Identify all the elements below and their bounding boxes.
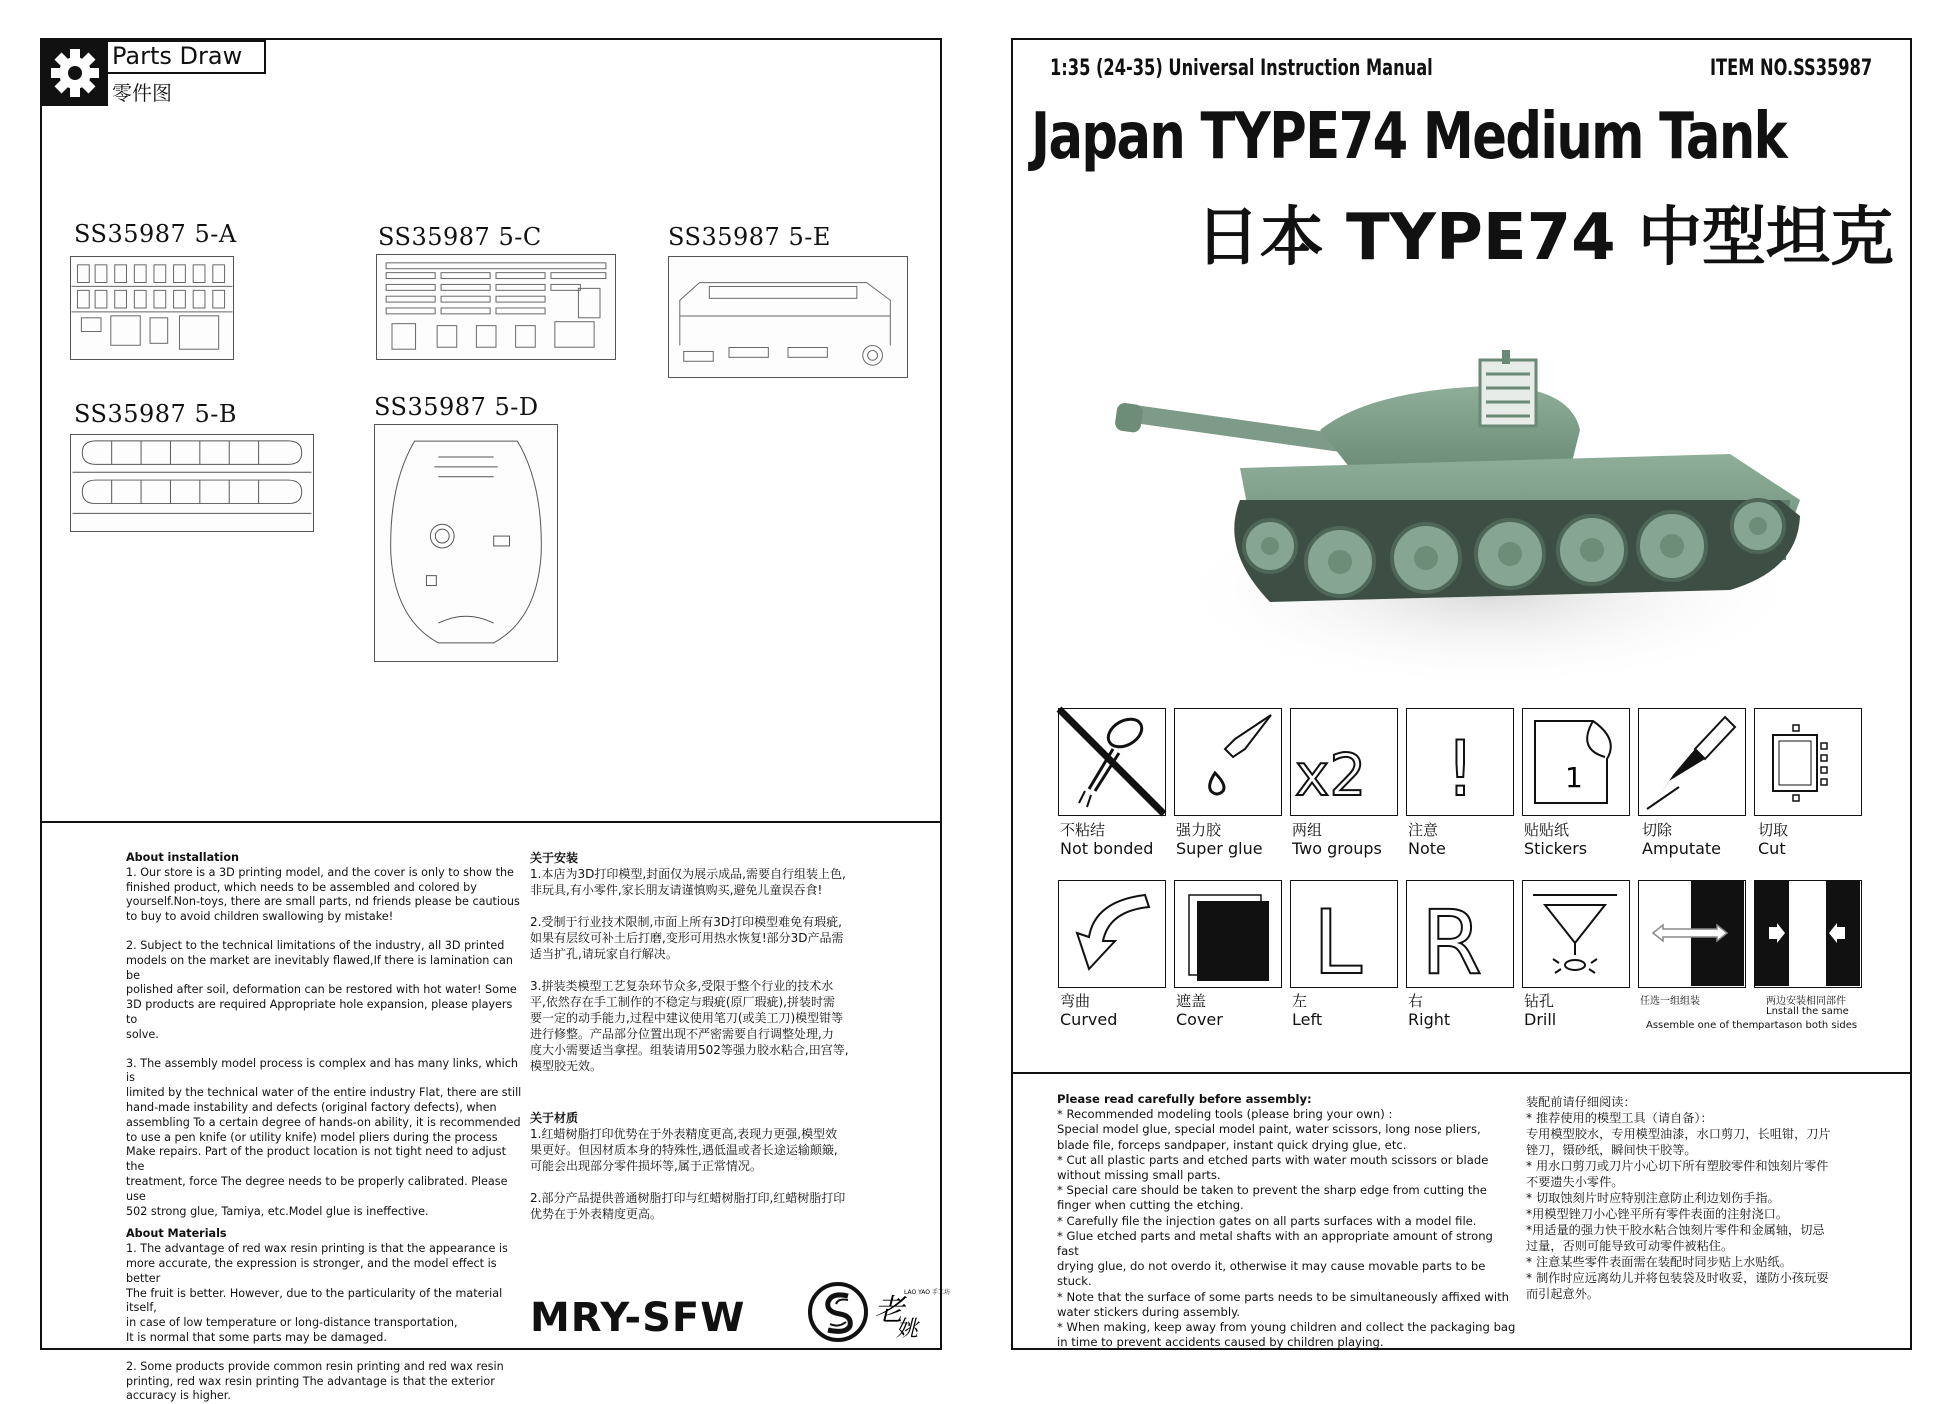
sprue-a-drawing <box>70 256 234 360</box>
svg-text:R: R <box>1421 891 1483 994</box>
sprue-label-c: SS35987 5-C <box>378 223 542 251</box>
svg-text:姚: 姚 <box>896 1317 919 1342</box>
caption-en-install-both-2: partason both sides <box>1758 1020 1858 1031</box>
caption-zh-cut: 切取 <box>1758 821 1789 839</box>
caption-en-amputate: Amputate <box>1642 839 1722 858</box>
right-page-divider <box>1011 1072 1912 1074</box>
parts-draw-title: Parts Draw <box>112 42 243 70</box>
sprue-d-drawing <box>374 424 558 662</box>
amputate-icon <box>1638 708 1746 816</box>
caption-en-stickers: Stickers <box>1524 839 1588 858</box>
svg-text:老: 老 <box>874 1293 904 1328</box>
caption-en-install-both-1: Lnstall the same <box>1766 1006 1849 1017</box>
brand-name: MRY-SFW <box>530 1295 746 1341</box>
caption-en-cover: Cover <box>1176 1010 1223 1029</box>
caption-zh-drill: 钻孔 <box>1524 992 1555 1010</box>
caption-en-note: Note <box>1408 839 1446 858</box>
sprue-e-drawing <box>668 256 908 378</box>
caption-zh-right: 右 <box>1408 992 1424 1010</box>
caption-zh-cover: 遮盖 <box>1176 992 1207 1010</box>
installation-en-heading: About installation <box>126 851 239 864</box>
sprue-label-d: SS35987 5-D <box>374 393 539 421</box>
parts-draw-title-zh: 零件图 <box>112 81 172 105</box>
sprue-c-drawing <box>376 254 616 360</box>
right-icon <box>1406 880 1514 994</box>
tank-illustration <box>1110 350 1810 690</box>
super-glue-icon <box>1174 708 1282 816</box>
caption-zh-not-bonded: 不粘结 <box>1060 821 1106 839</box>
caption-en-left: Left <box>1292 1010 1323 1029</box>
read-zh-body: * 推荐使用的模型工具（请自备）： 专用模型胶水，专用模型油漆，水口剪刀，长咀钳，刀片 锉刀，镊砂纸，瞬间快干胶等。 * 用水口剪刀或刀片小心切下所有塑胶零件和蚀刻片零件 不要遗失小零件。 * 切取蚀刻片时应特别注意防止利边划伤手指。 *用模型锉刀小心锉平所有零件表面的注射浇口。 *用适量的强力快干胶水粘合蚀刻片零件和金属轴，切忌 过量，否则可能导致可动零件被粘住。 * 注意某些零件表面需在装配时同步贴上水贴纸。 * 制作时应远离幼儿并将包装袋及时收妥，谨防小孩玩耍 而引起意外。 <box>1526 1111 1831 1301</box>
drill-icon <box>1522 880 1630 988</box>
cover-icon <box>1174 880 1282 988</box>
caption-zh-install-both: 两边安装相同部件 <box>1766 996 1846 1007</box>
note-icon <box>1406 708 1514 816</box>
sprue-label-b: SS35987 5-B <box>74 400 237 428</box>
caption-zh-two-groups: 两组 <box>1292 821 1323 839</box>
caption-en-drill: Drill <box>1524 1010 1557 1029</box>
caption-zh-left: 左 <box>1292 992 1308 1010</box>
caption-en-two-groups: Two groups <box>1292 839 1382 858</box>
svg-text:LAO YAO 手工坊: LAO YAO 手工坊 <box>904 1289 950 1296</box>
read-en-heading: Please read carefully before assembly: <box>1057 1092 1312 1106</box>
caption-en-curved: Curved <box>1060 1010 1118 1029</box>
installation-zh-heading: 关于安装 <box>530 851 579 865</box>
materials-en-p2: 2. Some products provide common resin printing and red wax resin printing, red wax resin printing The advantage is that the exterior accuracy is higher. <box>126 1359 504 1403</box>
assemble-one-icon <box>1638 880 1746 988</box>
caption-zh-stickers: 贴贴纸 <box>1524 821 1570 839</box>
title-english: Japan TYPE74 Medium Tank <box>1031 100 1787 174</box>
caption-zh-amputate: 切除 <box>1642 821 1673 839</box>
materials-zh-p2: 2.部分产品提供普通树脂打印与红蜡树脂打印,红蜡树脂打印 优势在于外表精度更高。 <box>530 1191 846 1221</box>
caption-en-assemble-one: Assemble one of them <box>1646 1020 1759 1031</box>
sprue-b-drawing <box>70 434 314 532</box>
curved-icon <box>1058 880 1166 988</box>
installation-en-p2: 2. Subject to the technical limitations of the industry, all 3D printed models on the market are inevitably flawed,If there is lamination can be polished after soil, deformation can be restored with hot water! Some 3D products are required Appropriate hole expansion, please players to solve. <box>126 938 517 1041</box>
caption-zh-assemble-one: 任选一组组装 <box>1640 996 1700 1007</box>
caption-zh-note: 注意 <box>1408 821 1439 839</box>
installation-zh-p1: 1.本店为3D打印模型,封面仅为展示成品,需要自行组装上色, 非玩具,有小零件,家长朋友请谨慎购买,避免儿童误吞食! <box>530 867 846 897</box>
installation-zh-p2: 2.受制于行业技术限制,市面上所有3D打印模型难免有瑕疵, 如果有层纹可补土后打磨,变形可用热水恢复!部分3D产品需 适当扩孔,请玩家自行解决。 <box>530 915 844 961</box>
caption-en-right: Right <box>1408 1010 1451 1029</box>
caption-en-cut: Cut <box>1758 839 1786 858</box>
materials-zh-heading: 关于材质 <box>530 1111 579 1125</box>
left-icon <box>1290 880 1398 994</box>
sprue-label-a: SS35987 5-A <box>74 220 237 248</box>
materials-en-heading: About Materials <box>126 1227 227 1241</box>
title-chinese: 日本 TYPE74 中型坦克 <box>1195 201 1894 275</box>
materials-en-p1: 1. The advantage of red wax resin printing is that the appearance is more accurate, the expression is stronger, and the model effect is better The fruit is better. However, due to the particularity of the material itself, in case of low temperature or long-distance transportation, It is normal that some parts may be damaged. <box>126 1242 508 1344</box>
installation-en <box>126 851 526 1404</box>
read-en-body: * Recommended modeling tools (please bring your own) : Special model glue, special model paint, water scissors, long nose pliers, blade file, forceps sandpaper, instant quick drying glue, etc. * Cut all plastic parts and etched parts with water mouth scissors or blade without missing small parts. * Special care should be taken to prevent the sharp edge from cutting the finger when cutting the etching. * Carefully file the injection gates on all parts surfaces with a model file. * Glue etched parts and metal shafts with an appropriate amount of strong fast drying glue, do not overdo it, otherwise it may cause movable parts to be stuck. * Note that the surface of some parts needs to be simultaneously affixed with water stickers during assembly. * When making, keep away from young children and collect the packaging bag in time to prevent accidents caused by children playing. <box>1057 1107 1516 1350</box>
not-bonded-icon <box>1058 708 1166 816</box>
installation-zh <box>530 850 910 1222</box>
sprue-label-e: SS35987 5-E <box>668 223 831 251</box>
gear-icon <box>42 40 108 106</box>
caption-en-not-bonded: Not bonded <box>1060 839 1154 858</box>
svg-text:L: L <box>1313 891 1363 994</box>
stickers-icon <box>1522 708 1630 816</box>
left-page-divider <box>40 821 942 823</box>
scale-label: 1:35 (24-35) Universal Instruction Manual <box>1050 56 1433 81</box>
caption-zh-curved: 弯曲 <box>1060 992 1091 1010</box>
installation-en-p1: 1. Our store is a 3D printing model, and the cover is only to show the finished product, which needs to be assembled and colored by yourself.Non-toys, there are small parts, nd friends please be cautious to buy to avoid children swallowing by mistake! <box>126 865 520 924</box>
read-before-assembly-zh <box>1526 1094 1896 1302</box>
brand-logo <box>808 1280 950 1344</box>
svg-text:x2: x2 <box>1295 741 1367 809</box>
materials-zh-p1: 1.红蜡树脂打印优势在于外表精度更高,表现力更强,模型效 果更好。但因材质本身的特殊性,遇低温或者长途运输颠簸, 可能会出现部分零件损坏等,属于正常情况。 <box>530 1127 838 1173</box>
svg-text:1: 1 <box>1565 761 1583 794</box>
svg-text:!: ! <box>1445 724 1476 813</box>
installation-zh-p3: 3.拼装类模型工艺复杂环节众多,受限于整个行业的技术水 平,依然存在手工制作的不稳定与瑕疵(原厂瑕疵),拼装时需 要一定的动手能力,过程中建议使用笔刀(或美工刀)模型钳等 进行修整。产品部分位置出现不严密需要自行调整处理,力 度大小需要适当拿捏。组装请用502等强力胶水粘合,田宫等, 模型胶无效。 <box>530 979 849 1073</box>
read-before-assembly-en <box>1057 1092 1517 1350</box>
read-zh-heading: 装配前请仔细阅读： <box>1526 1095 1636 1109</box>
cut-icon <box>1754 708 1862 816</box>
install-both-icon <box>1754 880 1862 988</box>
caption-en-super-glue: Super glue <box>1176 839 1263 858</box>
two-groups-icon <box>1290 708 1398 816</box>
item-number: ITEM NO.SS35987 <box>1710 56 1873 81</box>
caption-zh-super-glue: 强力胶 <box>1176 821 1222 839</box>
installation-en-p3: 3. The assembly model process is complex and has many links, which is limited by the technical water of the entire industry Flat, there are still hand-made instability and defects (original factory defects), when assembling To a certain degree of hands-on ability, it is recommended to use a pen knife (or utility knife) model pliers during the process Make repairs. Part of the product location is not tight need to adjust the treatment, force The degree needs to be properly calibrated. Please use 502 strong glue, Tamiya, etc.Model glue is ineffective. <box>126 1056 522 1218</box>
